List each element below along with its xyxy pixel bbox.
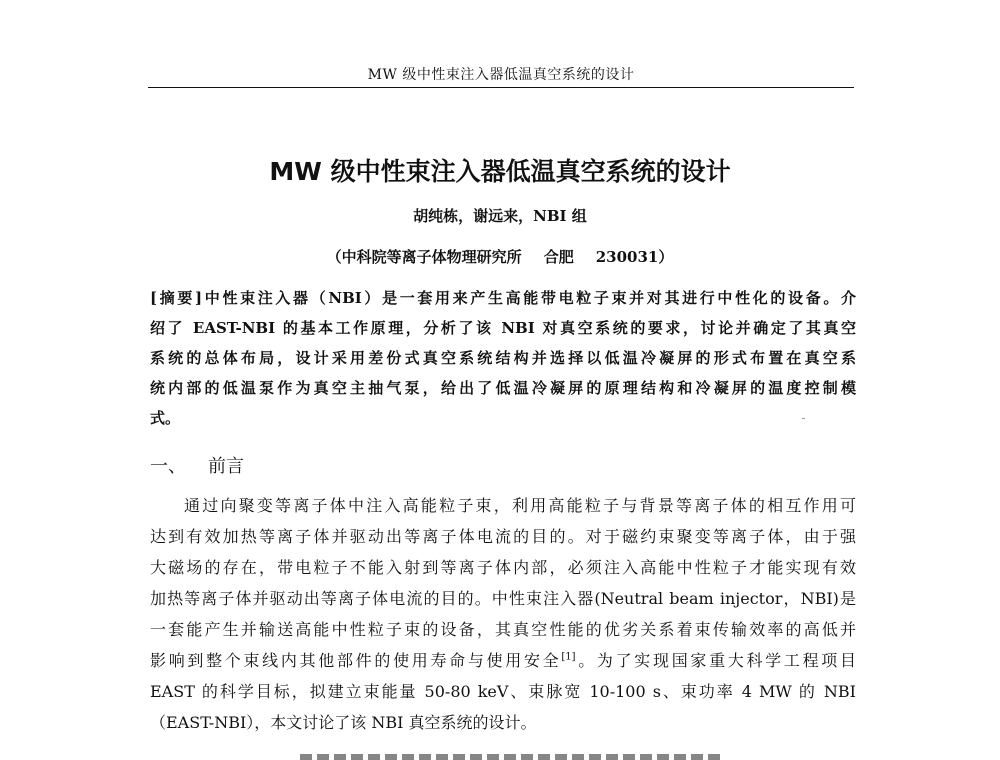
abstract-line: [摘要]中性束注入器（NBI）是一套用来产生高能带电粒子束并对其进行中性化的设备。介 (150, 289, 856, 307)
body-line: （EAST-NBI），本文讨论了该 NBI 真空系统的设计。 (150, 713, 537, 732)
body-line: 大磁场的存在，带电粒子不能入射到等离子体内部，必须注入高能中性粒子才能实现有效 (150, 558, 856, 577)
body-line: 加热等离子体并驱动出等离子体电流的目的。中性束注入器(Neutral beam injector，NBI)是 (150, 589, 856, 608)
paper-authors: 胡纯栋，谢远来，NBI 组 (413, 207, 587, 225)
abstract-line: 系统的总体布局，设计采用差份式真空系统结构并选择以低温冷凝屏的形式布置在真空系 (150, 349, 856, 367)
abstract-line: 式。 (150, 409, 181, 427)
body-line: 一套能产生并输送高能中性粒子束的设备，其真空性能的优劣关系着束传输效率的高低并 (150, 620, 856, 639)
scan-artifact (802, 418, 805, 419)
section-body (150, 490, 856, 738)
header-rule (148, 87, 854, 88)
cropped-next-heading (300, 748, 720, 760)
abstract-line: 绍了 EAST-NBI 的基本工作原理，分析了该 NBI 对真空系统的要求，讨论并确定了其真空 (150, 319, 856, 337)
body-line-with-citation (150, 645, 856, 676)
abstract-line: 统内部的低温泵作为真空主抽气泵，给出了低温冷凝屏的原理结构和冷凝屏的温度控制模 (150, 379, 856, 397)
section-heading (150, 452, 244, 478)
body-line: 通过向聚变等离子体中注入高能粒子束，利用高能粒子与背景等离子体的相互作用可 (184, 496, 856, 515)
affiliation-institute: （中科院等离子体物理研究所 (326, 248, 522, 266)
citation-ref: [1] (561, 651, 576, 663)
affiliation-postcode: 230031） (595, 248, 674, 266)
body-line: EAST 的科学目标，拟建立束能量 50-80 keV、束脉宽 10-100 s、束功率 4 MW 的 NBI (150, 682, 856, 701)
body-line: 达到有效加热等离子体并驱动出等离子体电流的目的。对于磁约束聚变等离子体，由于强 (150, 527, 856, 546)
section-number: 一、 (150, 456, 186, 477)
body-line-text: 影响到整个束线内其他部件的使用寿命与使用安全 (150, 651, 562, 670)
affiliation-city: 合肥 (543, 248, 574, 266)
paper-title: MW 级中性束注入器低温真空系统的设计 (269, 157, 731, 186)
paper-affiliation (0, 246, 1000, 267)
running-header: MW 级中性束注入器低温真空系统的设计 (367, 67, 635, 83)
section-title: 前言 (208, 456, 244, 477)
body-line-tail: 。为了实现国家重大科学工程项目 (575, 651, 856, 670)
abstract (150, 283, 856, 433)
